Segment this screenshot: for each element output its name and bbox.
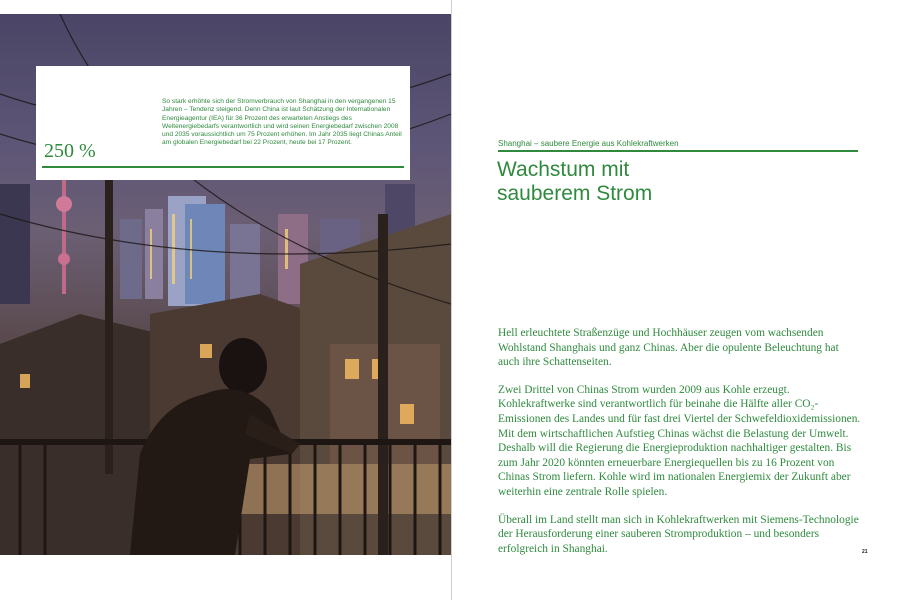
stat-rule (42, 166, 404, 168)
section-kicker: Shanghai – saubere Energie aus Kohlekraftwerken (498, 139, 679, 148)
kicker-rule (498, 150, 858, 152)
body-paragraph-1: Hell erleuchtete Straßenzüge und Hochhäuser zeugen vom wachsenden Wohlstand Shanghais und ganz Chinas. Aber die opulente Beleuchtung hat auch ihre Schattenseiten. (498, 327, 839, 369)
headline-line-2: sauberem Strom (497, 182, 653, 205)
body-paragraph-2-intro: Zwei Drittel von Chinas Strom wurden 2009 aus Kohle erzeugt. Kohlekraftwerke sind verantwortlich für beinahe die Hälfte aller (498, 383, 792, 411)
headline-line-1: Wachstum mit (497, 158, 630, 181)
article-headline (497, 158, 857, 206)
stat-callout (36, 66, 410, 180)
page-gutter (451, 0, 452, 600)
article-body (498, 326, 862, 569)
body-paragraph-2-rest: CO₂-Emissionen des Landes und für fast drei Viertel der Schwefeldioxidemissionen. Mit dem wirtschaftlichen Aufstieg Chinas wächst die Belastung der Umwelt. Deshalb will die Regierung die Energieproduktion nachhaltiger gestalten. Bis zum Jahr 2020 könnten erneuerbare Energiequellen bis zu 16 Prozent von Chinas Strom liefern. Kohle wird im nationalen Energiemix der Zukunft aber weiterhin eine zentrale Rolle spielen. (498, 398, 861, 498)
body-paragraph-3: Überall im Land stellt man sich in Kohlekraftwerken mit Siemens-Technologie der Herausforderung einer sauberen Stromproduktion – und besonders erfolgreich in Shanghai. (498, 513, 859, 555)
page-number: 21 (862, 549, 868, 555)
body-paragraph-2 (498, 383, 862, 500)
stat-number: 250 % (44, 140, 96, 162)
shanghai-photo (0, 14, 451, 555)
stat-text: So stark erhöhte sich der Stromverbrauch von Shanghai in den vergangenen 15 Jahren – Tendenz steigend. Denn China ist laut Schätzung der Internationalen Energieagentur (IEA) für 36 Prozent des erwarteten Anstiegs des Weltenergiebedarfs verantwortlich und wird seinen Energiebedarf zwischen 2008 und 2035 voraussichtlich um 75 Prozent erhöhen. Im Jahr 2035 liegt Chinas Anteil am globalen Energiebedarf bei 22 Prozent, heute bei 17 Prozent. (162, 98, 402, 147)
